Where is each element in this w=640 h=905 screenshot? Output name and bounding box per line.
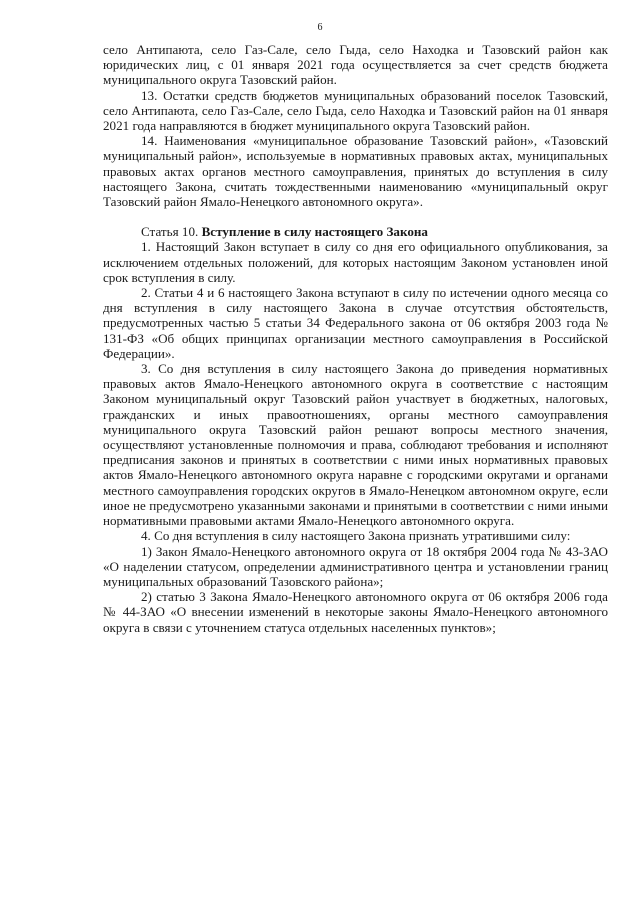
paragraph-item-13: 13. Остатки средств бюджетов муниципальных образований поселок Тазовский, село Антипаюта, село Газ-Сале, село Гыда, село Находка и Тазовский район на 01 января 2021 года направляются в бюджет муниципального округа Тазовский район. — [103, 87, 608, 134]
paragraph-item-14: 14. Наименования «муниципальное образование Тазовский район», «Тазовский муниципальный район», используемые в нормативных правовых актах, муниципальных правовых актах органов местного самоуправления, принятых до вступления в силу настоящего Закона, считать тождественными наименованию «муниципальный округ Тазовский район Ямало-Ненецкого автономного округа». — [103, 133, 608, 210]
article-paragraph-1: 1. Настоящий Закон вступает в силу со дня его официального опубликования, за исключением отдельных положений, для которых настоящим Законом установлен иной срок вступления в силу. — [103, 239, 608, 285]
article-subitem-1: 1) Закон Ямало-Ненецкого автономного округа от 18 октября 2004 года № 43-ЗАО «О наделении статусом, определении административного центра и установлении границ муниципальных образований Тазовского района»; — [103, 543, 608, 589]
paragraph-continuation: село Антипаюта, село Газ-Сале, село Гыда, село Находка и Тазовский район как юридических лиц, с 01 января 2021 года осуществляется за счет средств бюджета муниципального округа Тазовский район. — [103, 42, 608, 88]
article-paragraph-4: 4. Со дня вступления в силу настоящего Закона признать утратившими силу: — [141, 528, 571, 544]
article-paragraph-2: 2. Статьи 4 и 6 настоящего Закона вступают в силу по истечении одного месяца со дня вступления в силу настоящего Закона в случае отсутствия обстоятельств, предусмотренных частью 5 статьи 34 Федерального закона от 06 октября 2003 года № 131-ФЗ «Об общих принципах организации местного самоуправления в Российской Федерации». — [103, 285, 608, 361]
article-heading — [103, 224, 608, 239]
page-number: 6 — [317, 22, 323, 33]
article-paragraph-3: 3. Со дня вступления в силу настоящего Закона до приведения нормативных правовых актов Ямало-Ненецкого автономного округа в соответствие с настоящим Законом муниципальный округ Тазовский район участвует в бюджетных, налоговых, гражданских и иных правоотношениях, органы местного самоуправления муниципального округа Тазовский район решают вопросы местного значения, осуществляют установленные полномочия и права, соблюдают требования и исполняют предписания законов и принятых в соответствии с ними иных нормативных правовых актов Ямало-Ненецкого автономного округа наравне с городскими округами и органами местного самоуправления городских округов в Ямало-Ненецком автономном округе, если иное не предусмотрено указанными законами и принятыми в соответствии с ними иными нормативными правовыми актами Ямало-Ненецкого автономного округа. — [103, 361, 608, 529]
article-subitem-2: 2) статью 3 Закона Ямало-Ненецкого автономного округа от 06 октября 2006 года № 44-ЗАО «О внесении изменений в некоторые законы Ямало-Ненецкого автономного округа в связи с уточнением статуса отдельных населенных пунктов»; — [103, 589, 608, 635]
article-title: Вступление в силу настоящего Закона — [201, 224, 428, 240]
document-body — [103, 42, 608, 635]
article-label: Статья 10. — [141, 224, 199, 240]
